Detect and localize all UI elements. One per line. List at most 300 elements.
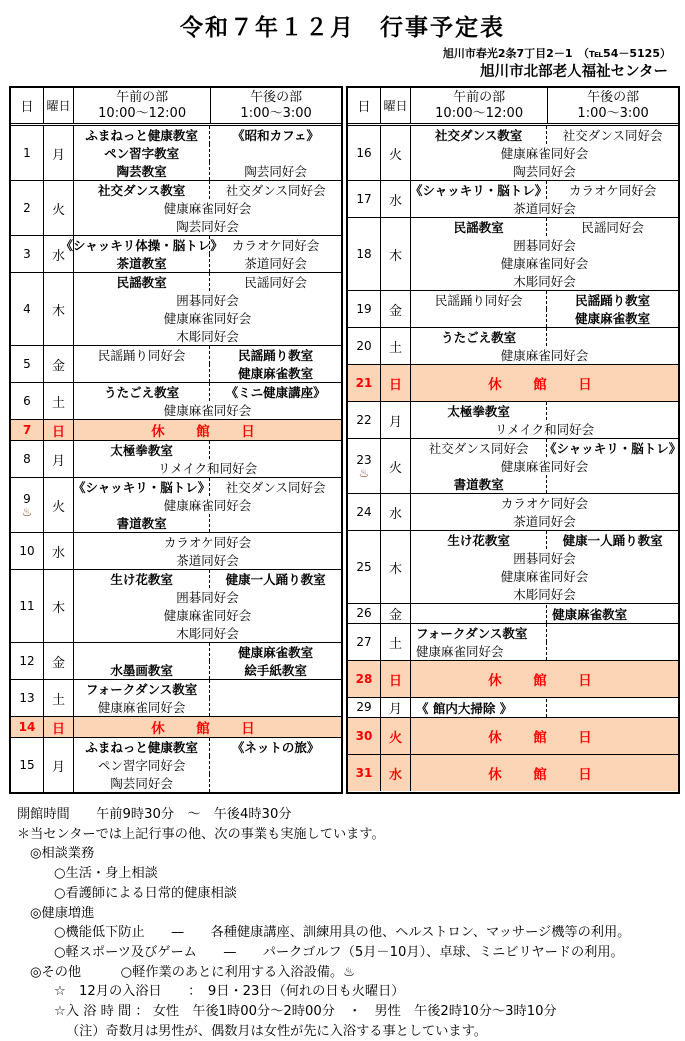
day-number: 31 <box>355 765 373 780</box>
weekday-cell: 火 <box>44 478 74 532</box>
day-number: 2 <box>23 200 31 215</box>
activity-line <box>74 126 341 144</box>
day-cell <box>348 531 381 603</box>
activity-line <box>411 624 678 642</box>
weekday-cell: 日 <box>44 717 74 737</box>
weekday-cell: 月 <box>44 126 74 180</box>
table-header-row <box>348 88 678 126</box>
activity-both-sessions: 陶芸同好会 <box>176 219 239 234</box>
activity-line <box>411 699 678 717</box>
activities-cell <box>411 718 678 754</box>
schedule-row-day-18 <box>348 217 678 290</box>
activity-afternoon: 健康麻雀教室 <box>238 645 314 660</box>
activity-line <box>411 642 678 660</box>
activity-morning: 太極拳教室 <box>411 402 547 420</box>
activity-morning: フォークダンス教室 <box>74 680 210 698</box>
day-cell <box>348 181 381 217</box>
day-cell <box>11 126 44 180</box>
activity-afternoon: 社交ダンス同好会 <box>562 128 663 143</box>
activity-afternoon: 陶芸同好会 <box>244 164 307 179</box>
activity-morning <box>411 309 547 327</box>
activity-afternoon <box>210 680 341 698</box>
closed-day-label: 休 館 日 <box>488 730 601 746</box>
activity-both-sessions: 囲碁同好会 <box>176 293 239 308</box>
weekday-cell: 木 <box>381 531 411 603</box>
schedule-row-day-30 <box>348 717 678 754</box>
activity-morning: うたごえ教室 <box>74 383 210 401</box>
activity-morning: 民謡踊り同好会 <box>74 346 210 364</box>
day-cell <box>11 383 44 419</box>
schedule-row-day-25 <box>348 530 678 603</box>
day-cell <box>11 643 44 679</box>
schedule-row-day-28 <box>348 660 678 697</box>
header-afternoon-column <box>548 88 678 123</box>
activity-line <box>74 441 341 459</box>
schedule-row-day-11 <box>11 569 341 642</box>
schedule-row-day-5 <box>11 345 341 382</box>
activities-cell <box>411 181 678 217</box>
weekday-cell: 月 <box>44 441 74 477</box>
activity-morning: 茶道教室 <box>74 254 210 272</box>
weekday-cell: 火 <box>381 126 411 180</box>
day-cell <box>11 478 44 532</box>
schedule-row-day-13 <box>11 679 341 716</box>
day-number: 25 <box>356 559 372 574</box>
activity-afternoon: 茶道同好会 <box>244 256 307 271</box>
weekday-cell: 木 <box>381 218 411 290</box>
activity-line <box>411 181 678 199</box>
header-afternoon-column <box>211 88 341 123</box>
activities-cell <box>60 236 341 272</box>
activity-line <box>74 643 341 661</box>
day-number: 17 <box>356 191 372 206</box>
header-day-column: 日 <box>11 88 44 123</box>
activity-line <box>411 475 678 493</box>
day-cell <box>11 533 44 569</box>
schedule-tables <box>9 86 683 794</box>
day-number: 18 <box>356 246 372 261</box>
day-cell <box>11 570 44 642</box>
activity-afternoon: 健康一人踊り教室 <box>225 572 326 587</box>
activity-afternoon: 健康麻雀教室 <box>238 366 314 381</box>
activities-cell <box>411 328 678 364</box>
weekday-cell: 木 <box>44 273 74 345</box>
activity-line <box>411 531 678 549</box>
activity-both-sessions: リメイク和同好会 <box>157 461 258 476</box>
day-cell <box>348 218 381 290</box>
activity-afternoon: 絵手紙教室 <box>244 663 307 678</box>
activity-both-sessions: カラオケ同好会 <box>500 496 589 511</box>
activity-morning: ペン習字同好会 <box>74 756 210 774</box>
schedule-row-day-1 <box>11 126 341 180</box>
day-cell <box>348 328 381 364</box>
activity-morning: 社交ダンス同好会 <box>411 439 547 457</box>
day-number: 7 <box>22 422 32 437</box>
schedule-row-day-12 <box>11 642 341 679</box>
activity-line <box>411 605 678 623</box>
activity-morning: 健康麻雀同好会 <box>411 642 547 660</box>
activity-afternoon <box>547 328 678 346</box>
day-cell <box>11 420 44 440</box>
activities-cell <box>411 494 678 530</box>
day-number: 26 <box>356 606 372 620</box>
activity-both-sessions: 健康麻雀同好会 <box>500 256 589 271</box>
activities-cell <box>411 531 678 603</box>
activity-both-sessions: 木彫同好会 <box>513 587 576 602</box>
day-number: 27 <box>356 634 372 649</box>
activity-afternoon <box>210 441 341 459</box>
activities-cell <box>74 383 341 419</box>
activity-both-sessions: 木彫同好会 <box>176 329 239 344</box>
activity-afternoon <box>210 774 341 792</box>
activity-afternoon: 民謡踊り教室 <box>238 348 314 363</box>
activity-both-sessions: 健康麻雀同好会 <box>500 348 589 363</box>
activities-cell <box>411 624 678 660</box>
activity-afternoon: 民謡同好会 <box>244 275 307 290</box>
afternoon-label: 午後の部 <box>587 89 640 105</box>
day-cell <box>11 738 44 792</box>
activity-morning: 生け花教室 <box>74 570 210 588</box>
schedule-table-days-16-31 <box>346 86 680 794</box>
schedule-row-day-7 <box>11 419 341 440</box>
day-number: 1 <box>23 145 31 160</box>
activity-morning: 書道教室 <box>74 514 210 532</box>
activity-both-sessions: 木彫同好会 <box>176 626 239 641</box>
activity-line <box>74 570 341 588</box>
activity-line <box>74 364 341 382</box>
address-line: 旭川市春光2条7丁目2－1 （℡54－5125） <box>442 47 671 60</box>
activity-line <box>74 514 341 532</box>
activity-line <box>74 774 341 792</box>
schedule-row-day-29 <box>348 697 678 717</box>
footer-line: ◎健康増進 <box>30 905 95 921</box>
footer-line: ◎相談業務 <box>30 846 95 862</box>
schedule-row-day-2 <box>11 180 341 235</box>
day-number: 8 <box>23 451 31 466</box>
closed-day-label: 休 館 日 <box>151 721 264 737</box>
day-number: 5 <box>23 356 31 371</box>
footer-line: ○機能低下防止 — 各種健康講座、訓練用具の他、ヘルストロン、マッサージ機等の利用。 <box>54 925 631 941</box>
activity-afternoon <box>210 514 341 532</box>
activity-both-sessions: 陶芸同好会 <box>513 164 576 179</box>
activity-both-sessions: 囲碁同好会 <box>176 590 239 605</box>
activity-morning <box>74 364 210 382</box>
activities-cell <box>74 420 341 440</box>
weekday-cell: 金 <box>381 604 411 623</box>
activity-morning <box>74 643 210 661</box>
activity-morning: ふまねっと健康教室 <box>74 738 210 756</box>
day-cell <box>348 494 381 530</box>
weekday-cell: 金 <box>381 291 411 327</box>
activity-line <box>74 144 341 162</box>
day-number: 9 <box>23 491 31 506</box>
activity-afternoon: カラオケ同好会 <box>231 238 320 253</box>
activity-line <box>74 162 341 180</box>
activity-morning: 《シャッキリ・脳トレ》 <box>72 480 211 495</box>
activity-both-sessions: 茶道同好会 <box>513 201 576 216</box>
activity-afternoon: 《昭和カフェ》 <box>232 128 320 143</box>
day-cell <box>348 755 381 791</box>
activity-afternoon: 《シャッキリ・脳トレ》 <box>543 441 682 456</box>
closed-day-label: 休 館 日 <box>151 424 264 440</box>
day-number: 30 <box>355 728 373 743</box>
schedule-row-day-9 <box>11 477 341 532</box>
day-cell <box>348 604 381 623</box>
activities-cell <box>74 570 341 642</box>
day-number: 24 <box>356 504 372 519</box>
activity-line <box>74 661 341 679</box>
activity-line <box>74 383 341 401</box>
closed-day-label: 休 館 日 <box>488 767 601 783</box>
weekday-cell: 日 <box>381 661 411 697</box>
activities-cell <box>411 755 678 791</box>
afternoon-time: 1:00～3:00 <box>577 105 649 121</box>
activities-cell <box>411 218 678 290</box>
header-weekday-column: 曜日 <box>44 88 74 123</box>
morning-time: 10:00～12:00 <box>435 105 524 121</box>
activity-line <box>411 291 678 309</box>
activity-afternoon <box>547 624 678 642</box>
day-number: 16 <box>356 145 372 160</box>
activities-cell <box>74 533 341 569</box>
schedule-row-day-6 <box>11 382 341 419</box>
activity-afternoon: 社交ダンス同好会 <box>225 480 326 495</box>
activity-line <box>74 254 341 272</box>
day-cell <box>11 441 44 477</box>
activities-cell <box>411 402 678 438</box>
activity-afternoon <box>210 756 341 774</box>
activities-cell <box>411 291 678 327</box>
footer-line: ○生活・身上相談 <box>54 866 158 882</box>
footer-line: （注）奇数月は男性が、偶数月は女性が先に入浴する事としています。 <box>66 1023 487 1039</box>
activities-cell <box>74 738 341 792</box>
activity-afternoon <box>210 144 341 162</box>
activity-morning: 《 館内大掃除 》 <box>411 699 547 717</box>
schedule-row-day-20 <box>348 327 678 364</box>
day-cell <box>348 661 381 697</box>
day-number: 22 <box>356 412 372 427</box>
activities-cell <box>74 273 341 345</box>
activity-afternoon: 健康麻雀教室 <box>552 606 628 622</box>
activity-morning: 民謡教室 <box>411 218 547 236</box>
schedule-row-day-27 <box>348 623 678 660</box>
activity-line <box>74 756 341 774</box>
day-number: 13 <box>19 690 35 705</box>
activity-line <box>74 273 341 291</box>
activity-morning: 《シャッキリ・脳トレ》 <box>409 183 548 198</box>
activity-morning: 水墨画教室 <box>74 661 210 679</box>
footer-line: ◎その他 ○軽作業のあとに利用する入浴設備。♨ <box>30 964 355 980</box>
activities-cell <box>74 717 341 737</box>
activity-afternoon <box>547 642 678 660</box>
table-header-row <box>11 88 341 126</box>
activity-both-sessions: 健康麻雀同好会 <box>163 311 252 326</box>
activity-line <box>411 402 678 420</box>
day-number: 12 <box>19 653 35 668</box>
day-number: 21 <box>355 375 373 390</box>
activity-both-sessions: 木彫同好会 <box>513 274 576 289</box>
activity-afternoon: 《ミニ健康講座》 <box>225 385 326 400</box>
activity-morning: 民謡教室 <box>74 273 210 291</box>
day-number: 15 <box>19 757 35 772</box>
footer-line: ○軽スポーツ及びゲーム — パークゴルフ（5月－10月）、卓球、ミニビリヤードの利用。 <box>54 944 624 960</box>
activity-both-sessions: 健康麻雀同好会 <box>500 569 589 584</box>
weekday-cell: 水 <box>44 236 74 272</box>
schedule-row-day-22 <box>348 401 678 438</box>
activity-both-sessions: 囲碁同好会 <box>513 238 576 253</box>
day-cell <box>348 365 381 401</box>
day-cell <box>11 346 44 382</box>
activity-morning: ペン習字教室 <box>74 144 210 162</box>
weekday-cell: 金 <box>44 346 74 382</box>
day-cell <box>348 698 381 717</box>
day-cell <box>11 236 44 272</box>
day-cell <box>11 181 44 235</box>
morning-time: 10:00～12:00 <box>98 105 187 121</box>
schedule-row-day-14 <box>11 716 341 737</box>
day-number: 11 <box>19 598 35 613</box>
activity-line <box>411 439 682 457</box>
activities-cell <box>411 604 678 623</box>
hot-spring-bath-icon: ♨ <box>358 465 370 480</box>
activity-afternoon: 健康一人踊り教室 <box>562 533 663 548</box>
schedule-row-day-24 <box>348 493 678 530</box>
day-cell <box>348 718 381 754</box>
weekday-cell: 月 <box>44 738 74 792</box>
day-number: 10 <box>19 543 35 558</box>
weekday-cell: 火 <box>44 181 74 235</box>
activities-cell <box>74 346 341 382</box>
schedule-row-day-31 <box>348 754 678 791</box>
day-cell <box>348 439 381 493</box>
day-number: 6 <box>23 393 31 408</box>
activity-both-sessions: 囲碁同好会 <box>513 551 576 566</box>
activity-afternoon: 《ネットの旅》 <box>231 740 320 755</box>
weekday-cell: 水 <box>381 494 411 530</box>
footer-notes <box>17 805 685 1041</box>
activity-afternoon: カラオケ同好会 <box>568 183 657 198</box>
activity-line <box>60 236 341 254</box>
activity-afternoon: 社交ダンス同好会 <box>225 183 326 198</box>
footer-line: ＊当センターでは上記行事の他、次の事業も実施しています。 <box>17 826 385 842</box>
schedule-row-day-15 <box>11 737 341 792</box>
day-number: 28 <box>355 671 373 686</box>
weekday-cell: 月 <box>381 402 411 438</box>
hot-spring-bath-icon: ♨ <box>21 504 33 519</box>
page-title: 令和７年１２月 行事予定表 <box>180 15 505 41</box>
activity-line <box>411 126 678 144</box>
weekday-cell: 月 <box>381 698 411 717</box>
weekday-cell: 土 <box>381 624 411 660</box>
day-cell <box>348 126 381 180</box>
footer-line: ☆ 12月の入浴日 ： 9日・23日（何れの日も火曜日） <box>54 984 405 1000</box>
activity-both-sessions: リメイク和同好会 <box>494 422 595 437</box>
activity-morning: フォークダンス教室 <box>411 624 547 642</box>
afternoon-label: 午後の部 <box>250 89 303 105</box>
schedule-table-days-1-15 <box>9 86 343 794</box>
activity-morning: 健康麻雀同好会 <box>74 698 210 716</box>
activity-line <box>411 328 678 346</box>
activity-morning: 陶芸教室 <box>74 162 210 180</box>
morning-label: 午前の部 <box>116 89 169 105</box>
day-cell <box>348 624 381 660</box>
activity-line <box>411 309 678 327</box>
header-morning-column <box>411 88 548 123</box>
activities-cell <box>74 478 341 532</box>
schedule-row-day-26 <box>348 603 678 623</box>
activity-morning: ふまねっと健康教室 <box>74 126 210 144</box>
activity-morning <box>411 605 547 623</box>
footer-line: ○看護師による日常的健康相談 <box>54 885 237 901</box>
activities-cell <box>74 643 341 679</box>
activity-afternoon <box>547 402 678 420</box>
activity-both-sessions: 健康麻雀同好会 <box>500 459 589 474</box>
day-number: 20 <box>356 338 372 353</box>
activity-morning: 陶芸同好会 <box>74 774 210 792</box>
schedule-row-day-21 <box>348 364 678 401</box>
footer-line: 開館時間 午前9時30分 ～ 午後4時30分 <box>17 807 292 822</box>
activity-afternoon: 民謡同好会 <box>581 220 644 235</box>
activity-line <box>74 181 341 199</box>
weekday-cell: 火 <box>381 718 411 754</box>
weekday-cell: 水 <box>381 181 411 217</box>
day-cell <box>348 291 381 327</box>
header-weekday-column: 曜日 <box>381 88 411 123</box>
activity-morning: 民謡踊り同好会 <box>411 291 547 309</box>
activity-both-sessions: 健康麻雀同好会 <box>163 498 252 513</box>
footer-line: ☆入 浴 時 間 ： 女性 午後1時00分～2時00分 ・ 男性 午後2時10分～3時10分 <box>54 1004 557 1020</box>
activities-cell <box>411 439 682 493</box>
activity-morning: 社交ダンス教室 <box>74 181 210 199</box>
organization-name: 旭川市北部老人福祉センター <box>480 64 668 80</box>
activities-cell <box>411 661 678 697</box>
schedule-row-day-16 <box>348 126 678 180</box>
schedule-sheet <box>0 9 685 1041</box>
day-cell <box>11 717 44 737</box>
day-number: 14 <box>18 719 36 734</box>
activity-afternoon: 民謡踊り教室 <box>575 293 651 308</box>
activity-both-sessions: 茶道同好会 <box>513 514 576 529</box>
weekday-cell: 土 <box>381 328 411 364</box>
weekday-cell: 土 <box>44 680 74 716</box>
day-number: 23 <box>356 452 372 467</box>
activity-both-sessions: 茶道同好会 <box>176 553 239 568</box>
activity-morning: 社交ダンス教室 <box>411 126 547 144</box>
activities-cell <box>74 126 341 180</box>
day-cell <box>348 402 381 438</box>
activity-both-sessions: 健康麻雀同好会 <box>163 403 252 418</box>
activity-both-sessions: カラオケ同好会 <box>163 535 252 550</box>
weekday-cell: 火 <box>381 439 411 493</box>
weekday-cell: 木 <box>44 570 74 642</box>
schedule-row-day-10 <box>11 532 341 569</box>
schedule-row-day-3 <box>11 235 341 272</box>
schedule-row-day-8 <box>11 440 341 477</box>
schedule-row-day-4 <box>11 272 341 345</box>
closed-day-label: 休 館 日 <box>488 673 601 689</box>
closed-day-label: 休 館 日 <box>488 377 601 393</box>
activities-cell <box>411 365 678 401</box>
weekday-cell: 日 <box>44 420 74 440</box>
weekday-cell: 水 <box>44 533 74 569</box>
schedule-row-day-17 <box>348 180 678 217</box>
activity-afternoon: 健康麻雀教室 <box>575 311 651 326</box>
weekday-cell: 日 <box>381 365 411 401</box>
morning-label: 午前の部 <box>453 89 506 105</box>
activities-cell <box>74 181 341 235</box>
activity-morning: 生け花教室 <box>411 531 547 549</box>
weekday-cell: 水 <box>381 755 411 791</box>
